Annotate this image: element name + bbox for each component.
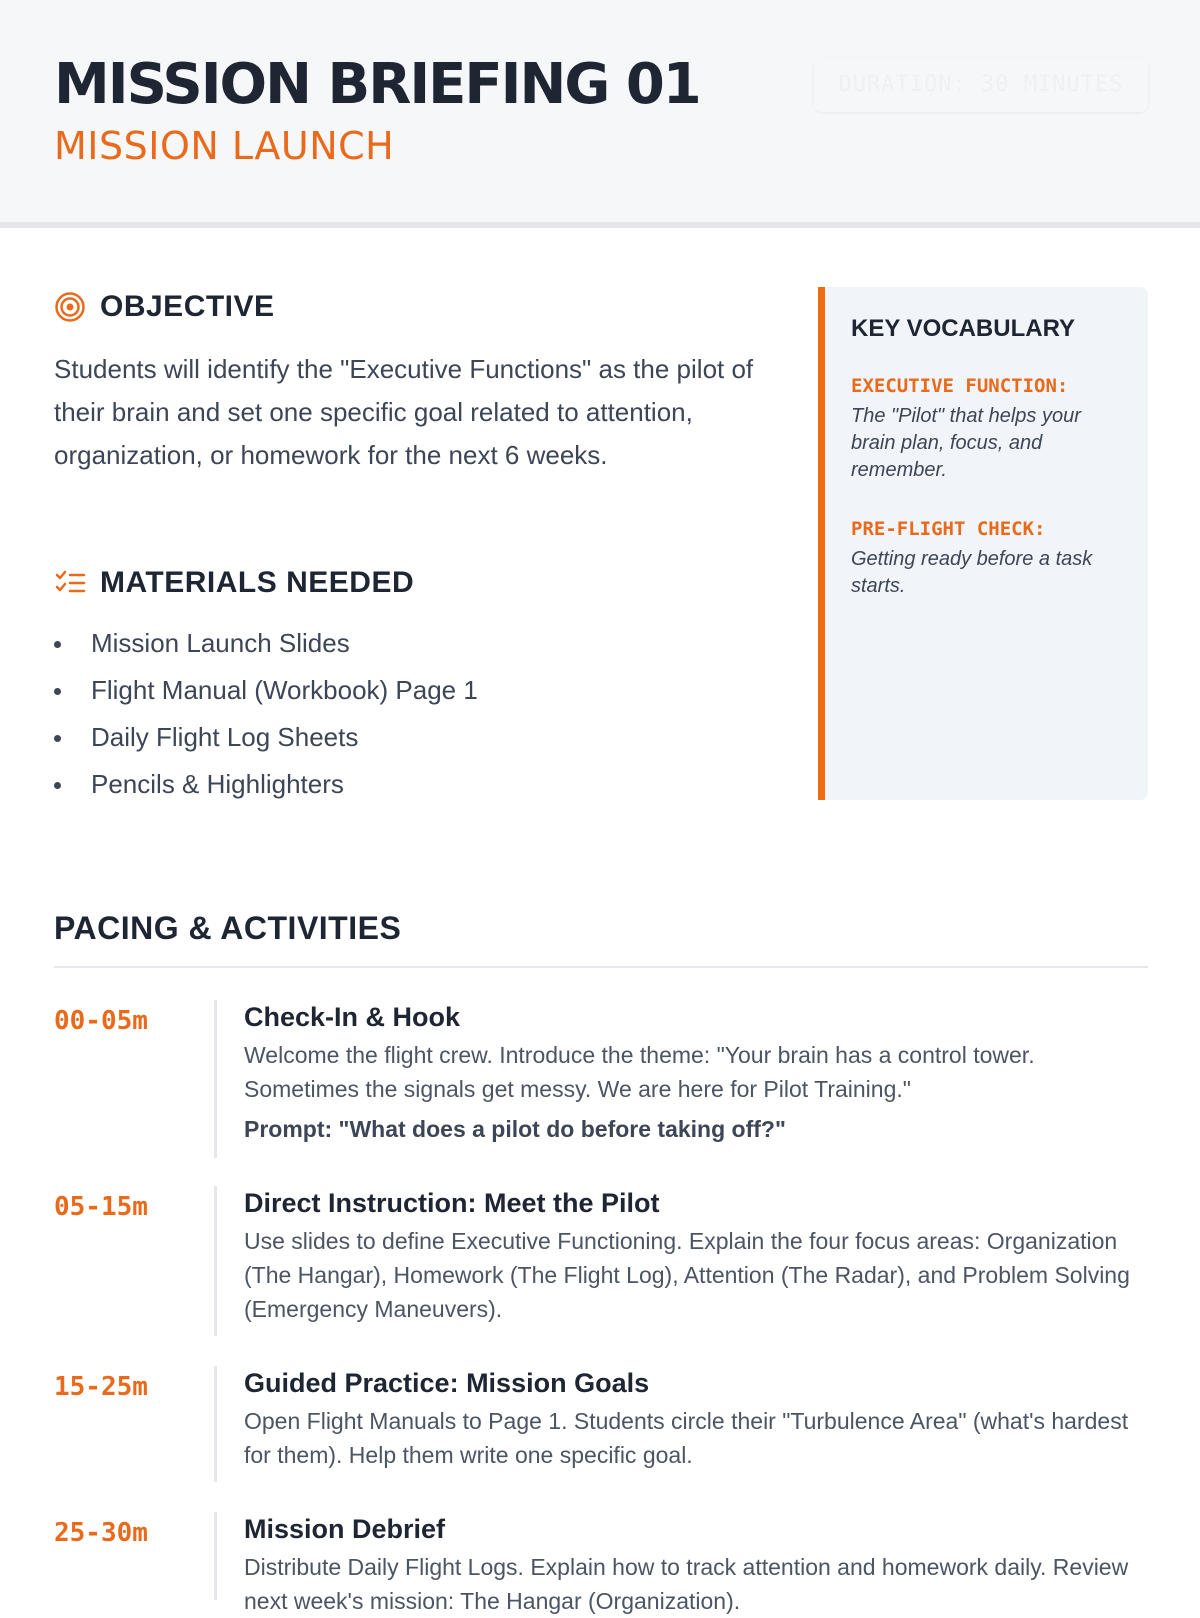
- page-title: MISSION BRIEFING 01: [54, 52, 700, 117]
- materials-heading-label: MATERIALS NEEDED: [100, 566, 415, 599]
- activity-body: [214, 1512, 1148, 1614]
- vocab-definition: The "Pilot" that helps your brain plan, focus, and remember.: [851, 405, 1081, 481]
- pacing-divider: [54, 966, 1148, 968]
- vocab-term: EXECUTIVE FUNCTION:: [851, 375, 1069, 397]
- vocab-term: PRE-FLIGHT CHECK:: [851, 518, 1046, 540]
- activity-description: Use slides to define Executive Functioning. Explain the four focus areas: Organization (The Hangar), Homework (The Flight Log), Attention (The Radar), and Problem Solving (Emergency Maneuvers).: [244, 1228, 1130, 1322]
- pacing-heading: PACING & ACTIVITIES: [54, 910, 402, 946]
- activity-time: 00-05m: [54, 1006, 148, 1036]
- activity-time: 15-25m: [54, 1372, 148, 1402]
- activity-description: Distribute Daily Flight Logs. Explain how to track attention and homework daily. Review next week's mission: The Hangar (Organization).: [244, 1554, 1129, 1614]
- activity-body: [214, 1186, 1148, 1336]
- activity-description: Open Flight Manuals to Page 1. Students circle their "Turbulence Area" (what's hardest for them). Help them write one specific goal.: [244, 1408, 1129, 1468]
- checklist-icon: [54, 567, 86, 599]
- activity-time: 05-15m: [54, 1192, 148, 1222]
- activity-body: [214, 1000, 1148, 1158]
- target-icon: [54, 291, 86, 323]
- list-item: Flight Manual (Workbook) Page 1: [54, 667, 754, 714]
- activity-title: Check-In & Hook: [244, 1002, 461, 1032]
- page-subtitle: MISSION LAUNCH: [54, 124, 395, 168]
- materials-heading: [54, 566, 414, 600]
- list-item: Pencils & Highlighters: [54, 761, 754, 808]
- briefing-header: [0, 0, 1200, 228]
- activity-body: [214, 1366, 1148, 1482]
- objective-text: Students will identify the "Executive Functions" as the pilot of their brain and set one specific goal related to attention, organization, or homework for the next 6 weeks.: [54, 354, 754, 470]
- vocabulary-heading: KEY VOCABULARY: [851, 315, 1076, 342]
- list-item: Daily Flight Log Sheets: [54, 714, 754, 761]
- activity-title: Mission Debrief: [244, 1514, 446, 1544]
- vocabulary-panel: [818, 287, 1148, 800]
- activity-description: Welcome the flight crew. Introduce the theme: "Your brain has a control tower. Sometimes the signals get messy. We are here for Pilot Training.": [244, 1042, 1035, 1102]
- objective-heading: [54, 290, 275, 324]
- activity-title: Direct Instruction: Meet the Pilot: [244, 1188, 660, 1218]
- activity-title: Guided Practice: Mission Goals: [244, 1368, 650, 1398]
- activity-prompt: Prompt: "What does a pilot do before taking off?": [244, 1116, 786, 1142]
- list-item: Mission Launch Slides: [54, 620, 754, 667]
- vocab-definition: Getting ready before a task starts.: [851, 548, 1093, 597]
- activity-time: 25-30m: [54, 1518, 148, 1548]
- duration-badge: DURATION: 30 MINUTES: [814, 58, 1148, 112]
- objective-heading-label: OBJECTIVE: [100, 290, 275, 323]
- materials-list: [54, 620, 754, 808]
